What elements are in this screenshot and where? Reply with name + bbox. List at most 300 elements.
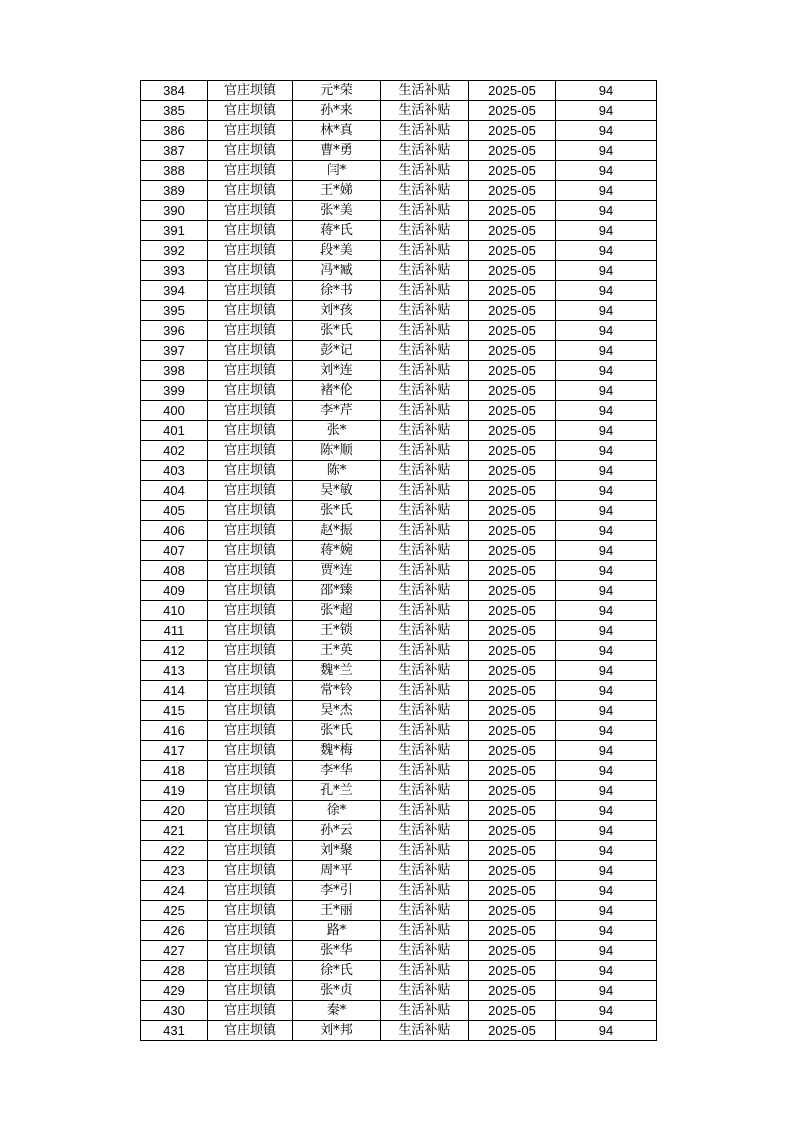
row-number: 412 bbox=[141, 641, 208, 661]
amount-cell: 94 bbox=[556, 261, 657, 281]
town-cell: 官庄坝镇 bbox=[208, 881, 293, 901]
town-cell: 官庄坝镇 bbox=[208, 641, 293, 661]
row-number: 418 bbox=[141, 761, 208, 781]
amount-cell: 94 bbox=[556, 201, 657, 221]
row-number: 419 bbox=[141, 781, 208, 801]
table-row bbox=[141, 461, 657, 481]
table-row bbox=[141, 801, 657, 821]
month-cell: 2025-05 bbox=[469, 281, 556, 301]
subsidy-table bbox=[140, 80, 657, 1041]
town-cell: 官庄坝镇 bbox=[208, 621, 293, 641]
name-cell: 刘*聚 bbox=[293, 841, 381, 861]
amount-cell: 94 bbox=[556, 161, 657, 181]
town-cell: 官庄坝镇 bbox=[208, 421, 293, 441]
name-cell: 王*锁 bbox=[293, 621, 381, 641]
row-number: 399 bbox=[141, 381, 208, 401]
month-cell: 2025-05 bbox=[469, 201, 556, 221]
row-number: 406 bbox=[141, 521, 208, 541]
town-cell: 官庄坝镇 bbox=[208, 521, 293, 541]
row-number: 414 bbox=[141, 681, 208, 701]
town-cell: 官庄坝镇 bbox=[208, 141, 293, 161]
month-cell: 2025-05 bbox=[469, 901, 556, 921]
amount-cell: 94 bbox=[556, 881, 657, 901]
row-number: 431 bbox=[141, 1021, 208, 1041]
month-cell: 2025-05 bbox=[469, 921, 556, 941]
amount-cell: 94 bbox=[556, 561, 657, 581]
town-cell: 官庄坝镇 bbox=[208, 781, 293, 801]
table-row bbox=[141, 561, 657, 581]
amount-cell: 94 bbox=[556, 921, 657, 941]
name-cell: 张*美 bbox=[293, 201, 381, 221]
month-cell: 2025-05 bbox=[469, 341, 556, 361]
amount-cell: 94 bbox=[556, 701, 657, 721]
subsidy-type-cell: 生活补贴 bbox=[381, 661, 469, 681]
month-cell: 2025-05 bbox=[469, 821, 556, 841]
name-cell: 秦* bbox=[293, 1001, 381, 1021]
town-cell: 官庄坝镇 bbox=[208, 121, 293, 141]
name-cell: 张*氏 bbox=[293, 721, 381, 741]
name-cell: 段*美 bbox=[293, 241, 381, 261]
month-cell: 2025-05 bbox=[469, 641, 556, 661]
month-cell: 2025-05 bbox=[469, 301, 556, 321]
month-cell: 2025-05 bbox=[469, 701, 556, 721]
row-number: 409 bbox=[141, 581, 208, 601]
town-cell: 官庄坝镇 bbox=[208, 601, 293, 621]
month-cell: 2025-05 bbox=[469, 661, 556, 681]
town-cell: 官庄坝镇 bbox=[208, 401, 293, 421]
town-cell: 官庄坝镇 bbox=[208, 241, 293, 261]
table-row bbox=[141, 841, 657, 861]
subsidy-type-cell: 生活补贴 bbox=[381, 981, 469, 1001]
name-cell: 张*氏 bbox=[293, 321, 381, 341]
row-number: 408 bbox=[141, 561, 208, 581]
town-cell: 官庄坝镇 bbox=[208, 561, 293, 581]
amount-cell: 94 bbox=[556, 1001, 657, 1021]
name-cell: 魏*梅 bbox=[293, 741, 381, 761]
name-cell: 闫* bbox=[293, 161, 381, 181]
month-cell: 2025-05 bbox=[469, 221, 556, 241]
month-cell: 2025-05 bbox=[469, 861, 556, 881]
table-row bbox=[141, 741, 657, 761]
amount-cell: 94 bbox=[556, 321, 657, 341]
row-number: 400 bbox=[141, 401, 208, 421]
town-cell: 官庄坝镇 bbox=[208, 221, 293, 241]
month-cell: 2025-05 bbox=[469, 601, 556, 621]
row-number: 421 bbox=[141, 821, 208, 841]
table-row bbox=[141, 181, 657, 201]
amount-cell: 94 bbox=[556, 821, 657, 841]
amount-cell: 94 bbox=[556, 381, 657, 401]
amount-cell: 94 bbox=[556, 181, 657, 201]
amount-cell: 94 bbox=[556, 661, 657, 681]
month-cell: 2025-05 bbox=[469, 241, 556, 261]
town-cell: 官庄坝镇 bbox=[208, 741, 293, 761]
town-cell: 官庄坝镇 bbox=[208, 841, 293, 861]
town-cell: 官庄坝镇 bbox=[208, 901, 293, 921]
table-row bbox=[141, 941, 657, 961]
amount-cell: 94 bbox=[556, 121, 657, 141]
name-cell: 王*娣 bbox=[293, 181, 381, 201]
name-cell: 陈* bbox=[293, 461, 381, 481]
month-cell: 2025-05 bbox=[469, 941, 556, 961]
name-cell: 孙*云 bbox=[293, 821, 381, 841]
amount-cell: 94 bbox=[556, 601, 657, 621]
amount-cell: 94 bbox=[556, 861, 657, 881]
subsidy-type-cell: 生活补贴 bbox=[381, 401, 469, 421]
subsidy-type-cell: 生活补贴 bbox=[381, 521, 469, 541]
month-cell: 2025-05 bbox=[469, 541, 556, 561]
subsidy-type-cell: 生活补贴 bbox=[381, 621, 469, 641]
table-row bbox=[141, 521, 657, 541]
subsidy-type-cell: 生活补贴 bbox=[381, 701, 469, 721]
amount-cell: 94 bbox=[556, 681, 657, 701]
month-cell: 2025-05 bbox=[469, 721, 556, 741]
town-cell: 官庄坝镇 bbox=[208, 201, 293, 221]
name-cell: 冯*臧 bbox=[293, 261, 381, 281]
table-row bbox=[141, 721, 657, 741]
name-cell: 张*贞 bbox=[293, 981, 381, 1001]
row-number: 430 bbox=[141, 1001, 208, 1021]
month-cell: 2025-05 bbox=[469, 441, 556, 461]
table-row bbox=[141, 1021, 657, 1041]
row-number: 420 bbox=[141, 801, 208, 821]
row-number: 424 bbox=[141, 881, 208, 901]
row-number: 410 bbox=[141, 601, 208, 621]
town-cell: 官庄坝镇 bbox=[208, 681, 293, 701]
month-cell: 2025-05 bbox=[469, 681, 556, 701]
row-number: 397 bbox=[141, 341, 208, 361]
row-number: 391 bbox=[141, 221, 208, 241]
month-cell: 2025-05 bbox=[469, 421, 556, 441]
town-cell: 官庄坝镇 bbox=[208, 461, 293, 481]
month-cell: 2025-05 bbox=[469, 621, 556, 641]
name-cell: 邵*臻 bbox=[293, 581, 381, 601]
table-row bbox=[141, 621, 657, 641]
amount-cell: 94 bbox=[556, 281, 657, 301]
name-cell: 曹*勇 bbox=[293, 141, 381, 161]
amount-cell: 94 bbox=[556, 541, 657, 561]
month-cell: 2025-05 bbox=[469, 161, 556, 181]
name-cell: 徐*氏 bbox=[293, 961, 381, 981]
town-cell: 官庄坝镇 bbox=[208, 661, 293, 681]
row-number: 413 bbox=[141, 661, 208, 681]
subsidy-type-cell: 生活补贴 bbox=[381, 761, 469, 781]
month-cell: 2025-05 bbox=[469, 101, 556, 121]
name-cell: 元*荣 bbox=[293, 81, 381, 101]
subsidy-type-cell: 生活补贴 bbox=[381, 161, 469, 181]
subsidy-type-cell: 生活补贴 bbox=[381, 821, 469, 841]
row-number: 387 bbox=[141, 141, 208, 161]
subsidy-type-cell: 生活补贴 bbox=[381, 281, 469, 301]
month-cell: 2025-05 bbox=[469, 1021, 556, 1041]
table-row bbox=[141, 921, 657, 941]
town-cell: 官庄坝镇 bbox=[208, 361, 293, 381]
subsidy-type-cell: 生活补贴 bbox=[381, 481, 469, 501]
name-cell: 张*华 bbox=[293, 941, 381, 961]
subsidy-type-cell: 生活补贴 bbox=[381, 881, 469, 901]
name-cell: 徐*书 bbox=[293, 281, 381, 301]
town-cell: 官庄坝镇 bbox=[208, 101, 293, 121]
row-number: 386 bbox=[141, 121, 208, 141]
subsidy-type-cell: 生活补贴 bbox=[381, 361, 469, 381]
name-cell: 孔*兰 bbox=[293, 781, 381, 801]
name-cell: 刘*连 bbox=[293, 361, 381, 381]
month-cell: 2025-05 bbox=[469, 881, 556, 901]
subsidy-type-cell: 生活补贴 bbox=[381, 861, 469, 881]
row-number: 393 bbox=[141, 261, 208, 281]
amount-cell: 94 bbox=[556, 941, 657, 961]
name-cell: 彭*记 bbox=[293, 341, 381, 361]
amount-cell: 94 bbox=[556, 721, 657, 741]
amount-cell: 94 bbox=[556, 301, 657, 321]
month-cell: 2025-05 bbox=[469, 981, 556, 1001]
row-number: 402 bbox=[141, 441, 208, 461]
town-cell: 官庄坝镇 bbox=[208, 541, 293, 561]
row-number: 429 bbox=[141, 981, 208, 1001]
amount-cell: 94 bbox=[556, 421, 657, 441]
subsidy-type-cell: 生活补贴 bbox=[381, 321, 469, 341]
month-cell: 2025-05 bbox=[469, 1001, 556, 1021]
name-cell: 褚*伦 bbox=[293, 381, 381, 401]
row-number: 427 bbox=[141, 941, 208, 961]
month-cell: 2025-05 bbox=[469, 581, 556, 601]
town-cell: 官庄坝镇 bbox=[208, 501, 293, 521]
month-cell: 2025-05 bbox=[469, 561, 556, 581]
amount-cell: 94 bbox=[556, 841, 657, 861]
row-number: 384 bbox=[141, 81, 208, 101]
subsidy-type-cell: 生活补贴 bbox=[381, 781, 469, 801]
table-row bbox=[141, 781, 657, 801]
row-number: 401 bbox=[141, 421, 208, 441]
row-number: 396 bbox=[141, 321, 208, 341]
name-cell: 林*真 bbox=[293, 121, 381, 141]
table-row bbox=[141, 121, 657, 141]
subsidy-type-cell: 生活补贴 bbox=[381, 961, 469, 981]
town-cell: 官庄坝镇 bbox=[208, 861, 293, 881]
subsidy-type-cell: 生活补贴 bbox=[381, 721, 469, 741]
table-row bbox=[141, 601, 657, 621]
table-row bbox=[141, 341, 657, 361]
subsidy-type-cell: 生活补贴 bbox=[381, 541, 469, 561]
town-cell: 官庄坝镇 bbox=[208, 481, 293, 501]
town-cell: 官庄坝镇 bbox=[208, 281, 293, 301]
amount-cell: 94 bbox=[556, 761, 657, 781]
town-cell: 官庄坝镇 bbox=[208, 181, 293, 201]
amount-cell: 94 bbox=[556, 241, 657, 261]
subsidy-type-cell: 生活补贴 bbox=[381, 341, 469, 361]
table-row bbox=[141, 481, 657, 501]
row-number: 385 bbox=[141, 101, 208, 121]
town-cell: 官庄坝镇 bbox=[208, 921, 293, 941]
amount-cell: 94 bbox=[556, 461, 657, 481]
row-number: 394 bbox=[141, 281, 208, 301]
subsidy-type-cell: 生活补贴 bbox=[381, 241, 469, 261]
town-cell: 官庄坝镇 bbox=[208, 701, 293, 721]
name-cell: 赵*振 bbox=[293, 521, 381, 541]
row-number: 404 bbox=[141, 481, 208, 501]
table-row bbox=[141, 301, 657, 321]
row-number: 426 bbox=[141, 921, 208, 941]
amount-cell: 94 bbox=[556, 481, 657, 501]
subsidy-type-cell: 生活补贴 bbox=[381, 561, 469, 581]
amount-cell: 94 bbox=[556, 581, 657, 601]
subsidy-type-cell: 生活补贴 bbox=[381, 841, 469, 861]
name-cell: 蒋*氏 bbox=[293, 221, 381, 241]
table-row bbox=[141, 661, 657, 681]
table-row bbox=[141, 101, 657, 121]
name-cell: 张*氏 bbox=[293, 501, 381, 521]
table-row bbox=[141, 981, 657, 1001]
month-cell: 2025-05 bbox=[469, 521, 556, 541]
table-row bbox=[141, 361, 657, 381]
name-cell: 徐* bbox=[293, 801, 381, 821]
month-cell: 2025-05 bbox=[469, 761, 556, 781]
table-row bbox=[141, 681, 657, 701]
table-row bbox=[141, 221, 657, 241]
town-cell: 官庄坝镇 bbox=[208, 821, 293, 841]
row-number: 388 bbox=[141, 161, 208, 181]
name-cell: 王*英 bbox=[293, 641, 381, 661]
subsidy-type-cell: 生活补贴 bbox=[381, 501, 469, 521]
row-number: 389 bbox=[141, 181, 208, 201]
town-cell: 官庄坝镇 bbox=[208, 1021, 293, 1041]
subsidy-table-body bbox=[141, 81, 657, 1041]
town-cell: 官庄坝镇 bbox=[208, 581, 293, 601]
month-cell: 2025-05 bbox=[469, 481, 556, 501]
name-cell: 李*引 bbox=[293, 881, 381, 901]
table-row bbox=[141, 861, 657, 881]
table-row bbox=[141, 241, 657, 261]
subsidy-type-cell: 生活补贴 bbox=[381, 901, 469, 921]
row-number: 411 bbox=[141, 621, 208, 641]
subsidy-type-cell: 生活补贴 bbox=[381, 101, 469, 121]
table-row bbox=[141, 541, 657, 561]
name-cell: 贾*连 bbox=[293, 561, 381, 581]
amount-cell: 94 bbox=[556, 81, 657, 101]
month-cell: 2025-05 bbox=[469, 501, 556, 521]
subsidy-type-cell: 生活补贴 bbox=[381, 221, 469, 241]
month-cell: 2025-05 bbox=[469, 361, 556, 381]
month-cell: 2025-05 bbox=[469, 381, 556, 401]
subsidy-type-cell: 生活补贴 bbox=[381, 921, 469, 941]
subsidy-type-cell: 生活补贴 bbox=[381, 421, 469, 441]
month-cell: 2025-05 bbox=[469, 321, 556, 341]
row-number: 422 bbox=[141, 841, 208, 861]
table-row bbox=[141, 421, 657, 441]
month-cell: 2025-05 bbox=[469, 121, 556, 141]
amount-cell: 94 bbox=[556, 501, 657, 521]
name-cell: 吴*杰 bbox=[293, 701, 381, 721]
name-cell: 李*华 bbox=[293, 761, 381, 781]
name-cell: 王*丽 bbox=[293, 901, 381, 921]
row-number: 398 bbox=[141, 361, 208, 381]
amount-cell: 94 bbox=[556, 961, 657, 981]
amount-cell: 94 bbox=[556, 441, 657, 461]
amount-cell: 94 bbox=[556, 341, 657, 361]
subsidy-type-cell: 生活补贴 bbox=[381, 121, 469, 141]
table-row bbox=[141, 401, 657, 421]
amount-cell: 94 bbox=[556, 101, 657, 121]
town-cell: 官庄坝镇 bbox=[208, 161, 293, 181]
name-cell: 孙*来 bbox=[293, 101, 381, 121]
name-cell: 李*芹 bbox=[293, 401, 381, 421]
town-cell: 官庄坝镇 bbox=[208, 441, 293, 461]
month-cell: 2025-05 bbox=[469, 461, 556, 481]
month-cell: 2025-05 bbox=[469, 841, 556, 861]
month-cell: 2025-05 bbox=[469, 401, 556, 421]
subsidy-type-cell: 生活补贴 bbox=[381, 941, 469, 961]
table-row bbox=[141, 281, 657, 301]
row-number: 405 bbox=[141, 501, 208, 521]
subsidy-type-cell: 生活补贴 bbox=[381, 201, 469, 221]
row-number: 395 bbox=[141, 301, 208, 321]
subsidy-type-cell: 生活补贴 bbox=[381, 461, 469, 481]
town-cell: 官庄坝镇 bbox=[208, 261, 293, 281]
subsidy-type-cell: 生活补贴 bbox=[381, 441, 469, 461]
table-row bbox=[141, 881, 657, 901]
amount-cell: 94 bbox=[556, 641, 657, 661]
town-cell: 官庄坝镇 bbox=[208, 81, 293, 101]
name-cell: 张* bbox=[293, 421, 381, 441]
subsidy-type-cell: 生活补贴 bbox=[381, 81, 469, 101]
town-cell: 官庄坝镇 bbox=[208, 381, 293, 401]
table-row bbox=[141, 81, 657, 101]
amount-cell: 94 bbox=[556, 1021, 657, 1041]
subsidy-type-cell: 生活补贴 bbox=[381, 601, 469, 621]
name-cell: 刘*孩 bbox=[293, 301, 381, 321]
name-cell: 张*超 bbox=[293, 601, 381, 621]
subsidy-type-cell: 生活补贴 bbox=[381, 641, 469, 661]
amount-cell: 94 bbox=[556, 521, 657, 541]
town-cell: 官庄坝镇 bbox=[208, 321, 293, 341]
row-number: 390 bbox=[141, 201, 208, 221]
row-number: 392 bbox=[141, 241, 208, 261]
table-row bbox=[141, 761, 657, 781]
month-cell: 2025-05 bbox=[469, 141, 556, 161]
subsidy-type-cell: 生活补贴 bbox=[381, 141, 469, 161]
town-cell: 官庄坝镇 bbox=[208, 961, 293, 981]
name-cell: 刘*邦 bbox=[293, 1021, 381, 1041]
row-number: 403 bbox=[141, 461, 208, 481]
subsidy-type-cell: 生活补贴 bbox=[381, 801, 469, 821]
month-cell: 2025-05 bbox=[469, 741, 556, 761]
row-number: 416 bbox=[141, 721, 208, 741]
amount-cell: 94 bbox=[556, 801, 657, 821]
town-cell: 官庄坝镇 bbox=[208, 1001, 293, 1021]
amount-cell: 94 bbox=[556, 401, 657, 421]
table-row bbox=[141, 901, 657, 921]
town-cell: 官庄坝镇 bbox=[208, 941, 293, 961]
row-number: 415 bbox=[141, 701, 208, 721]
table-row bbox=[141, 961, 657, 981]
town-cell: 官庄坝镇 bbox=[208, 981, 293, 1001]
subsidy-type-cell: 生活补贴 bbox=[381, 181, 469, 201]
month-cell: 2025-05 bbox=[469, 801, 556, 821]
name-cell: 吴*敏 bbox=[293, 481, 381, 501]
table-row bbox=[141, 141, 657, 161]
table-row bbox=[141, 821, 657, 841]
subsidy-type-cell: 生活补贴 bbox=[381, 381, 469, 401]
subsidy-type-cell: 生活补贴 bbox=[381, 1021, 469, 1041]
table-row bbox=[141, 261, 657, 281]
amount-cell: 94 bbox=[556, 141, 657, 161]
name-cell: 常*铃 bbox=[293, 681, 381, 701]
row-number: 407 bbox=[141, 541, 208, 561]
row-number: 423 bbox=[141, 861, 208, 881]
subsidy-type-cell: 生活补贴 bbox=[381, 681, 469, 701]
town-cell: 官庄坝镇 bbox=[208, 721, 293, 741]
month-cell: 2025-05 bbox=[469, 81, 556, 101]
